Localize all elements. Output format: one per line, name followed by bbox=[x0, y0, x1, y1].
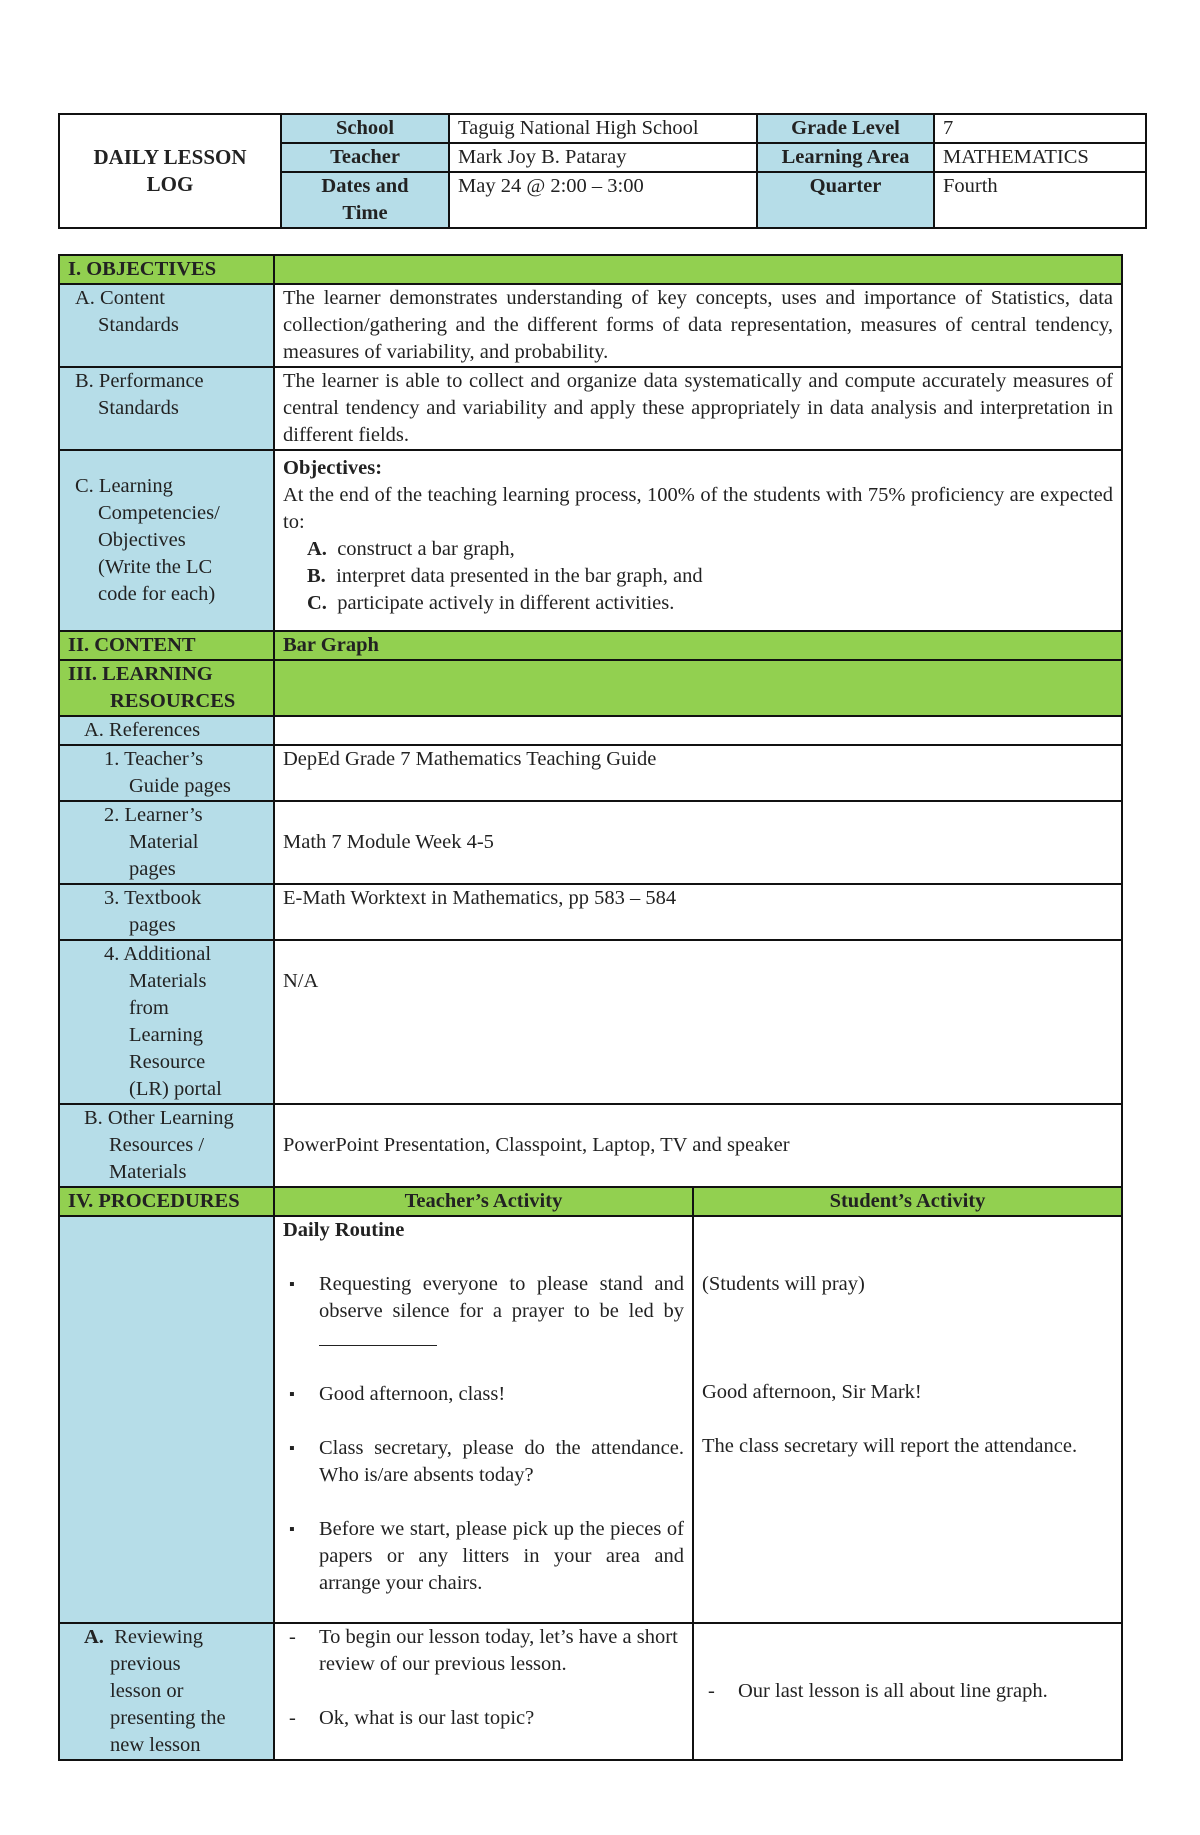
daily-routine-heading: Daily Routine bbox=[283, 1219, 405, 1241]
resources-heading-fill bbox=[274, 660, 1122, 716]
objective-text-a: construct a bar graph, bbox=[337, 538, 515, 560]
performance-standards-label bbox=[59, 367, 274, 450]
teacher-activity-header: Teacher’s Activity bbox=[274, 1187, 693, 1216]
spacer bbox=[702, 1217, 1113, 1244]
am-label-4: Learning bbox=[129, 1024, 203, 1046]
objective-text-b: interpret data presented in the bar graph, and bbox=[336, 565, 703, 587]
routine-teacher-4: ▪ Before we start, please pick up the pieces of papers or any litters in your area and arrange your chairs. bbox=[283, 1516, 684, 1597]
grade-level-label: Grade Level bbox=[757, 114, 934, 143]
other-resources-value: PowerPoint Presentation, Classpoint, Laptop, TV and speaker bbox=[274, 1104, 1122, 1187]
review-teacher-cell bbox=[274, 1623, 693, 1760]
tg-label-2: Guide pages bbox=[129, 775, 231, 797]
content-heading: II. CONTENT bbox=[59, 631, 274, 660]
teachers-guide-label bbox=[59, 745, 274, 801]
review-teacher-2: - Ok, what is our last topic? bbox=[283, 1705, 684, 1732]
resources-heading-1: III. LEARNING bbox=[68, 663, 213, 685]
spacer bbox=[702, 1352, 1113, 1379]
spacer bbox=[702, 1406, 1113, 1433]
review-label-5: new lesson bbox=[110, 1734, 201, 1756]
learning-area-label: Learning Area bbox=[757, 143, 934, 172]
spacer bbox=[283, 1244, 684, 1271]
resources-heading bbox=[59, 660, 274, 716]
teacher-value: Mark Joy B. Pataray bbox=[449, 143, 757, 172]
spacer bbox=[283, 1354, 684, 1381]
objectives-intro: At the end of the teaching learning process, 100% of the students with 75% proficiency are expected to: bbox=[283, 484, 1113, 533]
lc-label-4: (Write the LC bbox=[98, 556, 213, 578]
lc-label-1: C. Learning bbox=[75, 475, 173, 497]
textbook-label bbox=[59, 884, 274, 940]
routine-teacher-3: ▪ Class secretary, please do the attendance. Who is/are absents today? bbox=[283, 1435, 684, 1489]
review-student-cell bbox=[693, 1623, 1122, 1760]
prayer-leader-blank[interactable] bbox=[319, 1325, 437, 1346]
quarter-label: Quarter bbox=[757, 172, 934, 228]
objectives-heading-fill bbox=[274, 255, 1122, 284]
objective-letter-c: C. bbox=[307, 592, 327, 614]
content-standards-label-2: Standards bbox=[98, 314, 179, 336]
routine-student-3: The class secretary will report the attendance. bbox=[702, 1435, 1078, 1457]
performance-standards-text: The learner is able to collect and organize data systematically and compute accurately measures of central tendency and variability and apply these appropriately in data analysis and interpretation in different fields. bbox=[274, 367, 1122, 450]
learning-area-value: MATHEMATICS bbox=[934, 143, 1146, 172]
content-standards-label bbox=[59, 284, 274, 367]
title-line-2: LOG bbox=[146, 172, 194, 196]
spacer bbox=[702, 1651, 1113, 1678]
other-label-3: Materials bbox=[109, 1161, 187, 1183]
additional-materials-value bbox=[274, 940, 1122, 1104]
routine-teacher-1-text: Requesting everyone to please stand and observe silence for a prayer to be led by bbox=[319, 1273, 684, 1322]
objective-text-c: participate actively in different activities. bbox=[337, 592, 675, 614]
lc-label-3: Objectives bbox=[98, 529, 186, 551]
am-label-2: Materials bbox=[129, 970, 207, 992]
tb-label-2: pages bbox=[129, 914, 176, 936]
lm-label-1: 2. Learner’s bbox=[104, 804, 203, 826]
lm-label-2: Material bbox=[129, 831, 199, 853]
spacer bbox=[283, 1678, 684, 1705]
tb-label-1: 3. Textbook bbox=[104, 887, 202, 909]
learning-competencies-cell bbox=[274, 450, 1122, 631]
procedures-heading: IV. PROCEDURES bbox=[59, 1187, 274, 1216]
review-student-2: - Our last lesson is all about line graph. bbox=[702, 1678, 1113, 1705]
other-resources-label bbox=[59, 1104, 274, 1187]
dates-label bbox=[281, 172, 449, 228]
objectives-heading: I. OBJECTIVES bbox=[59, 255, 274, 284]
spacer bbox=[702, 1624, 1113, 1651]
spacer bbox=[283, 1408, 684, 1435]
tg-label-1: 1. Teacher’s bbox=[104, 748, 204, 770]
dates-value: May 24 @ 2:00 – 3:00 bbox=[449, 172, 757, 228]
objective-item-c bbox=[283, 590, 1113, 617]
learners-material-label bbox=[59, 801, 274, 884]
school-label: School bbox=[281, 114, 449, 143]
lc-label-2: Competencies/ bbox=[98, 502, 220, 524]
review-label-1 bbox=[84, 1624, 265, 1651]
other-label-2: Resources / bbox=[109, 1134, 205, 1156]
objective-item-b bbox=[283, 563, 1113, 590]
teacher-label: Teacher bbox=[281, 143, 449, 172]
textbook-value: E-Math Worktext in Mathematics, pp 583 – 584 bbox=[274, 884, 1122, 940]
daily-routine-label-cell bbox=[59, 1216, 274, 1623]
review-teacher-1: - To begin our lesson today, let’s have a short review of our previous lesson. bbox=[283, 1624, 684, 1678]
am-label-3: from bbox=[129, 997, 169, 1019]
am-label-1: 4. Additional bbox=[104, 943, 212, 965]
reviewing-lesson-label bbox=[59, 1623, 274, 1760]
spacer bbox=[702, 1244, 1113, 1271]
learning-competencies-label bbox=[59, 450, 274, 631]
review-label-2: previous bbox=[110, 1653, 181, 1675]
objectives-subheading: Objectives: bbox=[283, 457, 383, 479]
additional-materials-label bbox=[59, 940, 274, 1104]
school-value: Taguig National High School bbox=[449, 114, 757, 143]
routine-student-2: Good afternoon, Sir Mark! bbox=[702, 1381, 922, 1403]
spacer bbox=[283, 1489, 684, 1516]
resources-heading-2: RESOURCES bbox=[110, 690, 236, 712]
objective-item-a bbox=[283, 536, 1113, 563]
am-label-6: (LR) portal bbox=[129, 1078, 222, 1100]
lc-label-5: code for each) bbox=[98, 583, 216, 605]
quarter-value: Fourth bbox=[934, 172, 1146, 228]
other-label-1: B. Other Learning bbox=[84, 1107, 234, 1129]
dates-label-line2: Time bbox=[342, 202, 388, 224]
daily-routine-teacher-cell bbox=[274, 1216, 693, 1623]
review-label-3: lesson or bbox=[110, 1680, 184, 1702]
review-label-1-text: Reviewing bbox=[114, 1626, 204, 1648]
content-standards-text: The learner demonstrates understanding of key concepts, uses and importance of Statistics, data collection/gathering and the different forms of data representation, measures of central tendency, measures of variability, and probability. bbox=[274, 284, 1122, 367]
additional-materials-text: N/A bbox=[283, 970, 319, 992]
header-table bbox=[58, 113, 1147, 229]
review-letter: A. bbox=[84, 1626, 104, 1648]
objective-letter-a: A. bbox=[307, 538, 327, 560]
objective-letter-b: B. bbox=[307, 565, 326, 587]
references-value bbox=[274, 716, 1122, 745]
performance-standards-label-1: B. Performance bbox=[75, 370, 204, 392]
performance-standards-label-2: Standards bbox=[98, 397, 179, 419]
learners-material-value: Math 7 Module Week 4-5 bbox=[274, 801, 1122, 884]
dates-label-line1: Dates and bbox=[321, 175, 409, 197]
am-label-5: Resource bbox=[129, 1051, 206, 1073]
lesson-table bbox=[58, 254, 1123, 1761]
lm-label-3: pages bbox=[129, 858, 176, 880]
references-label: A. References bbox=[59, 716, 274, 745]
content-value: Bar Graph bbox=[274, 631, 1122, 660]
student-activity-header: Student’s Activity bbox=[693, 1187, 1122, 1216]
teachers-guide-value: DepEd Grade 7 Mathematics Teaching Guide bbox=[274, 745, 1122, 801]
routine-student-1: (Students will pray) bbox=[702, 1273, 865, 1295]
routine-teacher-1 bbox=[283, 1271, 684, 1354]
title-line-1: DAILY LESSON bbox=[93, 145, 247, 169]
grade-level-value: 7 bbox=[934, 114, 1146, 143]
daily-routine-student-cell bbox=[693, 1216, 1122, 1623]
routine-teacher-2: ▪ Good afternoon, class! bbox=[283, 1381, 684, 1408]
content-standards-label-1: A. Content bbox=[75, 287, 165, 309]
document-title bbox=[59, 114, 281, 228]
review-label-4: presenting the bbox=[110, 1707, 226, 1729]
